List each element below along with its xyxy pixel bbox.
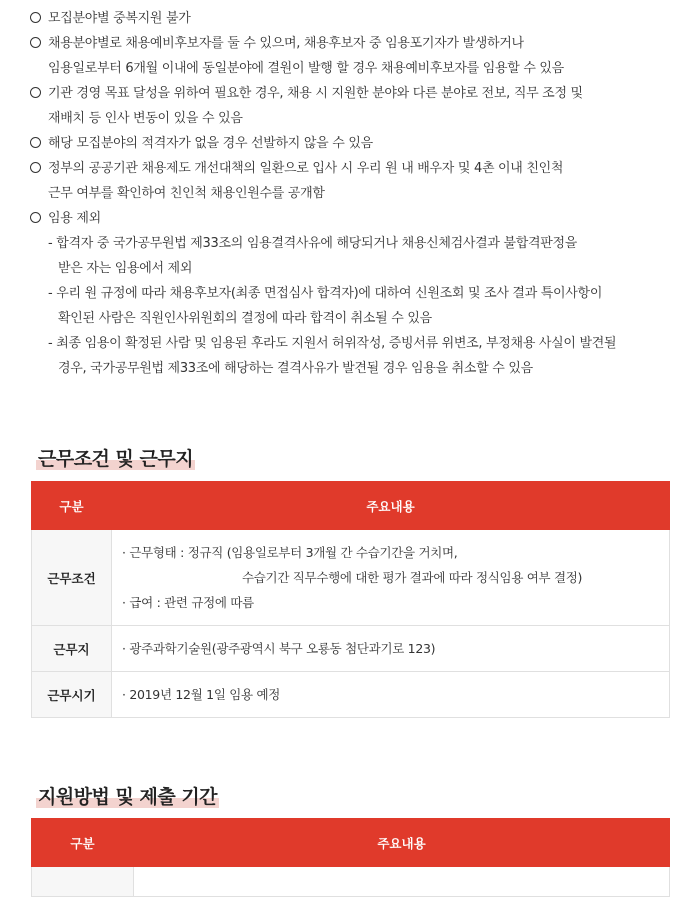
row-content: · 2019년 12월 1일 임용 예정 bbox=[112, 672, 670, 718]
notice-item: 해당 모집분야의 적격자가 없을 경우 선발하지 않을 수 있음 bbox=[30, 131, 690, 156]
notice-list bbox=[30, 6, 690, 381]
notice-item: 임용 제외 bbox=[30, 206, 690, 231]
header-category: 구분 bbox=[32, 482, 112, 530]
exclusion-item-cont: 받은 자는 임용에서 제외 bbox=[58, 261, 193, 276]
notice-item: 정부의 공공기관 채용제도 개선대책의 일환으로 입사 시 우리 원 내 배우자 및 4촌 이내 친인척 bbox=[30, 156, 690, 181]
circle-bullet-icon bbox=[30, 212, 41, 223]
circle-bullet-icon bbox=[30, 12, 41, 23]
row-label: 근무지 bbox=[32, 626, 112, 672]
header-content: 주요내용 bbox=[134, 819, 670, 867]
exclusion-item-cont: 경우, 국가공무원법 제33조에 해당하는 결격사유가 발견될 경우 임용을 취소할 수 있음 bbox=[58, 361, 533, 376]
row-label bbox=[32, 867, 134, 897]
circle-bullet-icon bbox=[30, 137, 41, 148]
exclusion-item: - 합격자 중 국가공무원법 제33조의 임용결격사유에 해당되거나 채용신체검사결과 불합격판정을 bbox=[48, 236, 578, 251]
table-header-row bbox=[32, 819, 670, 867]
section-title-work: 근무조건 및 근무지 bbox=[38, 448, 194, 470]
exclusion-item: - 최종 임용이 확정된 사람 및 임용된 후라도 지원서 허위작성, 증빙서류 위변조, 부정채용 사실이 발견될 bbox=[48, 336, 617, 351]
table-row bbox=[32, 626, 670, 672]
notice-item: 기관 경영 목표 달성을 위하여 필요한 경우, 채용 시 지원한 분야와 다른 분야로 전보, 직무 조정 및 bbox=[30, 81, 690, 106]
row-content: · 광주과학기술원(광주광역시 북구 오룡동 첨단과기로 123) bbox=[112, 626, 670, 672]
header-category: 구분 bbox=[32, 819, 134, 867]
apply-method-table bbox=[31, 818, 670, 897]
circle-bullet-icon bbox=[30, 162, 41, 173]
circle-bullet-icon bbox=[30, 87, 41, 98]
work-conditions-table bbox=[31, 481, 670, 718]
notice-item: 채용분야별로 채용예비후보자를 둘 수 있으며, 채용후보자 중 임용포기자가 발생하거나 bbox=[30, 31, 690, 56]
exclusion-item-cont: 확인된 사람은 직원인사위원회의 결정에 따라 합격이 취소될 수 있음 bbox=[58, 311, 432, 326]
notice-item: 모집분야별 중복지원 불가 bbox=[30, 6, 690, 31]
notice-item-cont: 재배치 등 인사 변동이 있을 수 있음 bbox=[48, 111, 243, 126]
table-row bbox=[32, 530, 670, 626]
row-label: 근무조건 bbox=[32, 530, 112, 626]
table-row bbox=[32, 867, 670, 897]
circle-bullet-icon bbox=[30, 37, 41, 48]
table-header-row bbox=[32, 482, 670, 530]
row-content: · 근무형태 : 정규직 (임용일로부터 3개월 간 수습기간을 거치며, 수습기간 직무수행에 대한 평가 결과에 따라 정식임용 여부 결정) · 급여 : 관련 규정에 따름 bbox=[112, 530, 670, 626]
notice-item-cont: 임용일로부터 6개월 이내에 동일분야에 결원이 발행 할 경우 채용예비후보자를 임용할 수 있음 bbox=[48, 61, 564, 76]
row-label: 근무시기 bbox=[32, 672, 112, 718]
notice-item-cont: 근무 여부를 확인하여 친인척 채용인원수를 공개함 bbox=[48, 186, 325, 201]
section-title-apply: 지원방법 및 제출 기간 bbox=[38, 786, 218, 808]
table-row bbox=[32, 672, 670, 718]
header-content: 주요내용 bbox=[112, 482, 670, 530]
row-content bbox=[134, 867, 670, 897]
exclusion-item: - 우리 원 규정에 따라 채용후보자(최종 면접심사 합격자)에 대하여 신원조회 및 조사 결과 특이사항이 bbox=[48, 286, 603, 301]
